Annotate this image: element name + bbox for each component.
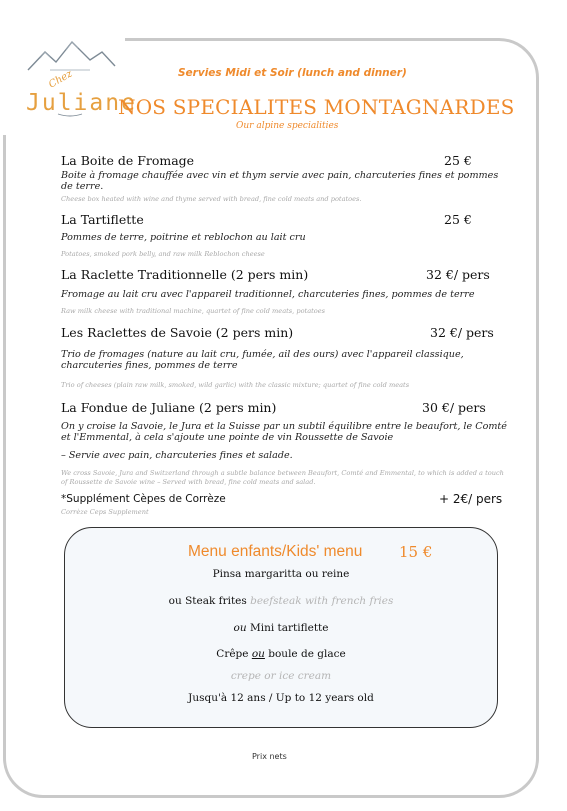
menu-item-price: 25 € (444, 153, 472, 168)
kids-ou-text: ou (168, 595, 182, 607)
menu-item-desc-en: Cheese box heated with wine and thyme served with bread, fine cold meats and potatoes. (61, 195, 362, 203)
menu-item-price: 25 € (444, 212, 472, 227)
logo-chez-text: Chez (46, 68, 75, 91)
supplement-desc-en: Corrèze Ceps Supplement (61, 508, 149, 516)
kids-steak-text: Steak frites (185, 595, 247, 607)
kids-pinsa-text: Pinsa margaritta ou reine (212, 568, 350, 580)
kids-mini-text: Mini tartiflette (249, 622, 329, 634)
kids-age-limit: Jusqu'à 12 ans / Up to 12 years old (188, 692, 374, 704)
menu-item-desc-fr: On y croise la Savoie, le Jura et la Suisse par un subtil équilibre entre le beaufort, le Comté et l'Emmental, à cela s'ajoute une pointe de vin Roussette de Savoie (61, 421, 507, 443)
kids-line-steak (64, 595, 498, 607)
page-title: NOS SPECIALITES MONTAGNARDES (118, 95, 515, 119)
menu-item-desc-fr: Trio de fromages (nature au lait cru, fumée, ail des ours) avec l'appareil classique, charcuteries fines, pommes de terre (61, 349, 464, 371)
menu-item-price: 30 €/ pers (422, 400, 486, 415)
menu-item-desc-en: Potatoes, smoked pork belly, and raw milk Reblochon cheese (61, 250, 265, 258)
kids-boule-text: boule de glace (268, 648, 346, 660)
footer-note: Prix nets (252, 752, 287, 761)
menu-item-name: La Fondue de Juliane (2 pers min) (61, 400, 277, 415)
logo (20, 30, 137, 125)
kids-line-pinsa (64, 568, 498, 580)
service-hours: Servies Midi et Soir (lunch and dinner) (178, 67, 407, 79)
logo-name-text: Juliane (26, 90, 137, 116)
kids-menu-price: 15 € (399, 543, 433, 561)
menu-item-price: 32 €/ pers (426, 267, 490, 282)
menu-item-desc-en: Raw milk cheese with traditional machine, quartet of fine cold meats, potatoes (61, 307, 326, 315)
menu-item-name: La Tartiflette (61, 212, 144, 227)
kids-ou-text: ou (233, 622, 247, 634)
menu-item-desc-en: We cross Savoie, Jura and Switzerland through a subtle balance between Beaufort, Comté and Emmental, to which is added a touch of Roussette de Savoie wine – Served with bread, fine cold meats and salad. (61, 469, 504, 486)
menu-item-price: 32 €/ pers (430, 325, 494, 340)
menu-item-desc-fr-2: – Servie avec pain, charcuteries fines et salade. (61, 450, 293, 461)
kids-menu-title: Menu enfants/Kids' menu (188, 543, 363, 560)
page-subtitle: Our alpine specialities (236, 121, 339, 131)
menu-item-name: Les Raclettes de Savoie (2 pers min) (61, 325, 294, 340)
kids-crepe-text: Crêpe (216, 648, 249, 660)
kids-steak-en: beefsteak with french fries (250, 595, 394, 607)
menu-item-desc-en: Trio of cheeses (plain raw milk, smoked, wild garlic) with the classic mixture; quartet of fine cold meats (61, 381, 410, 389)
menu-item-name: La Raclette Traditionnelle (2 pers min) (61, 267, 309, 282)
menu-item-desc-fr: Fromage au lait cru avec l'appareil traditionnel, charcuteries fines, pommes de terre (61, 289, 475, 300)
supplement-price: + 2€/ pers (439, 492, 503, 506)
kids-line-mini (64, 622, 498, 634)
menu-item-desc-fr: Boite à fromage chauffée avec vin et thym servie avec pain, charcuteries fines et pommes de terre. (61, 170, 499, 192)
menu-item-desc-fr: Pommes de terre, poitrine et reblochon au lait cru (61, 232, 306, 243)
kids-ou-text: ou (251, 648, 265, 660)
kids-crepe-en: crepe or ice cream (230, 670, 332, 682)
supplement-name: *Supplément Cèpes de Corrèze (61, 493, 226, 505)
kids-line-crepe (64, 648, 498, 660)
menu-item-name: La Boite de Fromage (61, 153, 195, 168)
